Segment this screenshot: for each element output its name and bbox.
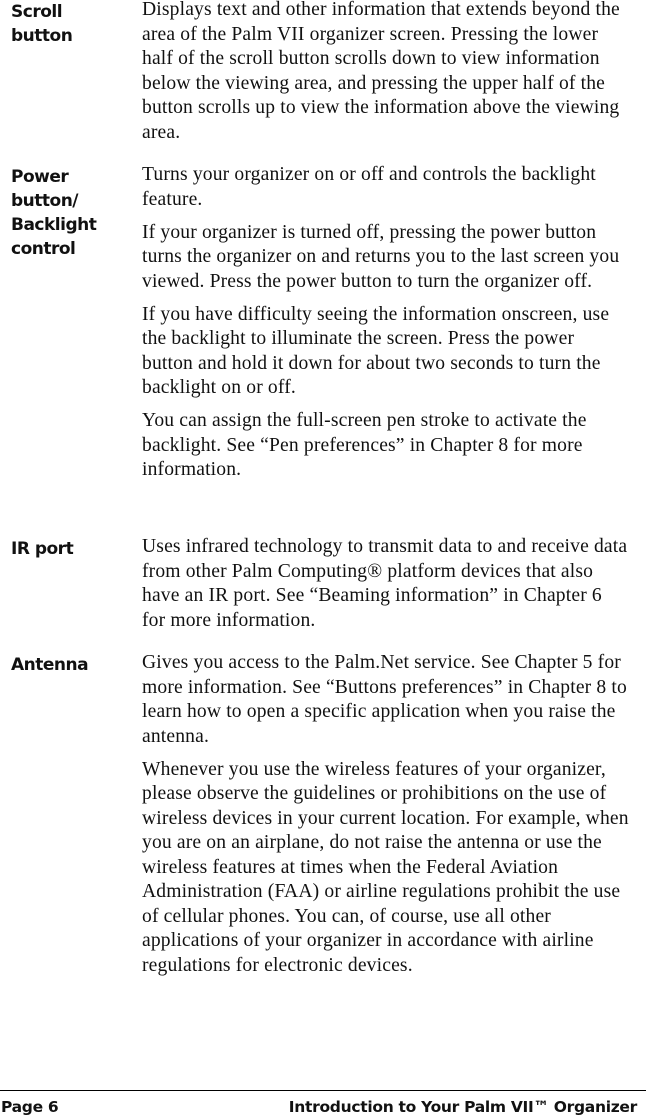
paragraph: Turns your organizer on or off and controls the backlight feature. [142, 164, 596, 210]
term-power-button [11, 165, 136, 261]
footer-chapter-title: Introduction to Your Palm VII™ Organizer [288, 1098, 637, 1116]
term-line: IR port [11, 539, 74, 559]
paragraph: Gives you access to the Palm.Net service. See Chapter 5 for more information. See “Buttons preferences” in Chapter 8 to learn how to open a specific application when you raise the antenna. [142, 652, 627, 747]
paragraph: Displays text and other information that extends beyond the area of the Palm VII organizer screen. Pressing the lower half of the scroll button scrolls down to view information below the viewing area, and pressing the upper half of the button scrolls up to view the information above the viewing area. [142, 0, 620, 143]
term-scroll-button [11, 0, 136, 48]
term-line: button/ [11, 191, 79, 211]
desc-power-button [142, 163, 630, 491]
term-ir-port [11, 537, 136, 561]
paragraph: You can assign the full-screen pen stroke to activate the backlight. See “Pen preferences” in Chapter 8 for more information. [142, 410, 587, 480]
desc-ir-port [142, 535, 630, 642]
paragraph: Uses infrared technology to transmit data to and receive data from other Palm Computing® platform devices that also have an IR port. See “Beaming information” in Chapter 6 for more information. [142, 536, 628, 631]
term-antenna [11, 653, 136, 677]
term-line: button [11, 26, 73, 46]
footer-page-number: Page 6 [1, 1098, 59, 1116]
desc-scroll-button [142, 0, 630, 154]
paragraph: If your organizer is turned off, pressing the power button turns the organizer on and returns you to the last screen you viewed. Press the power button to turn the organizer off. [142, 221, 620, 292]
footer-divider [0, 1090, 646, 1091]
term-line: control [11, 239, 76, 259]
paragraph: If you have difficulty seeing the information onscreen, use the backlight to illuminate the screen. Press the power button and hold it down for about two seconds to turn the backlight on or off. [142, 303, 610, 398]
term-line: Backlight [11, 215, 97, 235]
term-line: Antenna [11, 655, 89, 675]
desc-antenna [142, 651, 630, 987]
term-line: Power [11, 167, 69, 187]
paragraph: Whenever you use the wireless features of your organizer, please observe the guidelines or prohibitions on the use of wireless devices in your current location. For example, when you are on an airplane, do not raise the antenna or use the wireless features at times when the Federal Aviation Administration (FAA) or airline regulations prohibit the use of cellular phones. You can, of course, use all other applications of your organizer in accordance with airline regulations for electronic devices. [142, 758, 629, 976]
term-line: Scroll [11, 2, 63, 22]
